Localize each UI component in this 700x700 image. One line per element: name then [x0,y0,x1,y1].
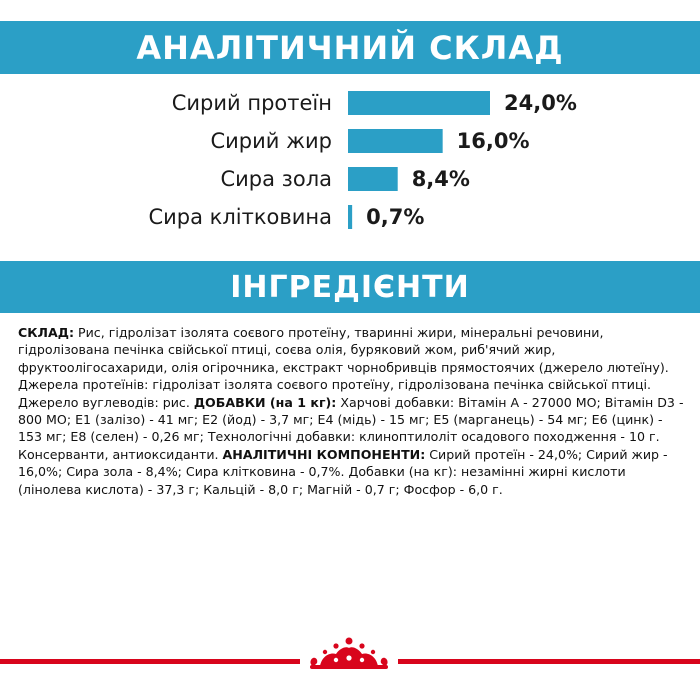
ingredients-text [18,324,688,498]
category-label: Сира клітковина [148,205,332,229]
composition-label: СКЛАД: [18,325,74,340]
bar [348,167,398,191]
value-label: 24,0% [504,91,577,115]
analysis-title: АНАЛІТИЧНИЙ СКЛАД [0,21,700,74]
additives-text: Харчові добавки: Вітамін А - 27000 МО; Вітамін D3 - 800 МО; Е1 (залізо) - 41 мг; Е2 (йод) - 3,7 мг; Е4 (мідь) - 15 мг; Е5 (марганець) - 54 мг; Е6 (цинк) - 153 мг; Е8 (селен) - 0,26 мг; Технологічні добавки: клиноптилоліт осадового походження - 10 г. Консерванти, антиоксиданти. [18,394,684,462]
composition-text: Рис, гідролізат ізолята соєвого протеїну, тваринні жири, мінеральні речовини, гідролізована печінка свійської птиці, соєва олія, буряковий жом, риб'ячий жир, фруктоолігосахариди, олія огірочника, екстракт чорнобривців прямостоячих (джерело лютеїну). Джерела протеїнів: гідролізат ізолята соєвого протеїну, гідролізована печінка свійської птиці. Джерело вуглеводів: рис. [18,325,669,410]
ingredients-title: ІНГРЕДІЄНТИ [0,261,700,313]
footer-line-left [0,659,300,664]
analytical-label: АНАЛІТИЧНІ КОМПОНЕНТИ: [222,446,426,462]
bar [348,129,443,153]
value-label: 16,0% [456,129,530,153]
crown-logo-icon [300,636,398,672]
category-label: Сира зола [220,167,332,191]
footer-line-right [398,659,700,664]
additives-label: ДОБАВКИ (на 1 кг): [193,394,337,410]
category-label: Сирий жир [210,129,332,153]
analytical-text: Сирий протеїн - 24,0%; Сирий жир - 16,0%; Сира зола - 8,4%; Сира клітковина - 0,7%. Добавки (на кг): незамінні жирні кислоти (лінолева кислота) - 37,3 г; Кальцій - 8,0 г; Магній - 0,7 г; Фосфор - 6,0 г. [18,446,668,497]
analysis-bar-chart [0,80,700,260]
bar [348,205,352,229]
bar [348,91,490,115]
value-label: 0,7% [366,205,425,229]
value-label: 8,4% [411,167,470,191]
category-label: Сирий протеїн [171,91,332,115]
